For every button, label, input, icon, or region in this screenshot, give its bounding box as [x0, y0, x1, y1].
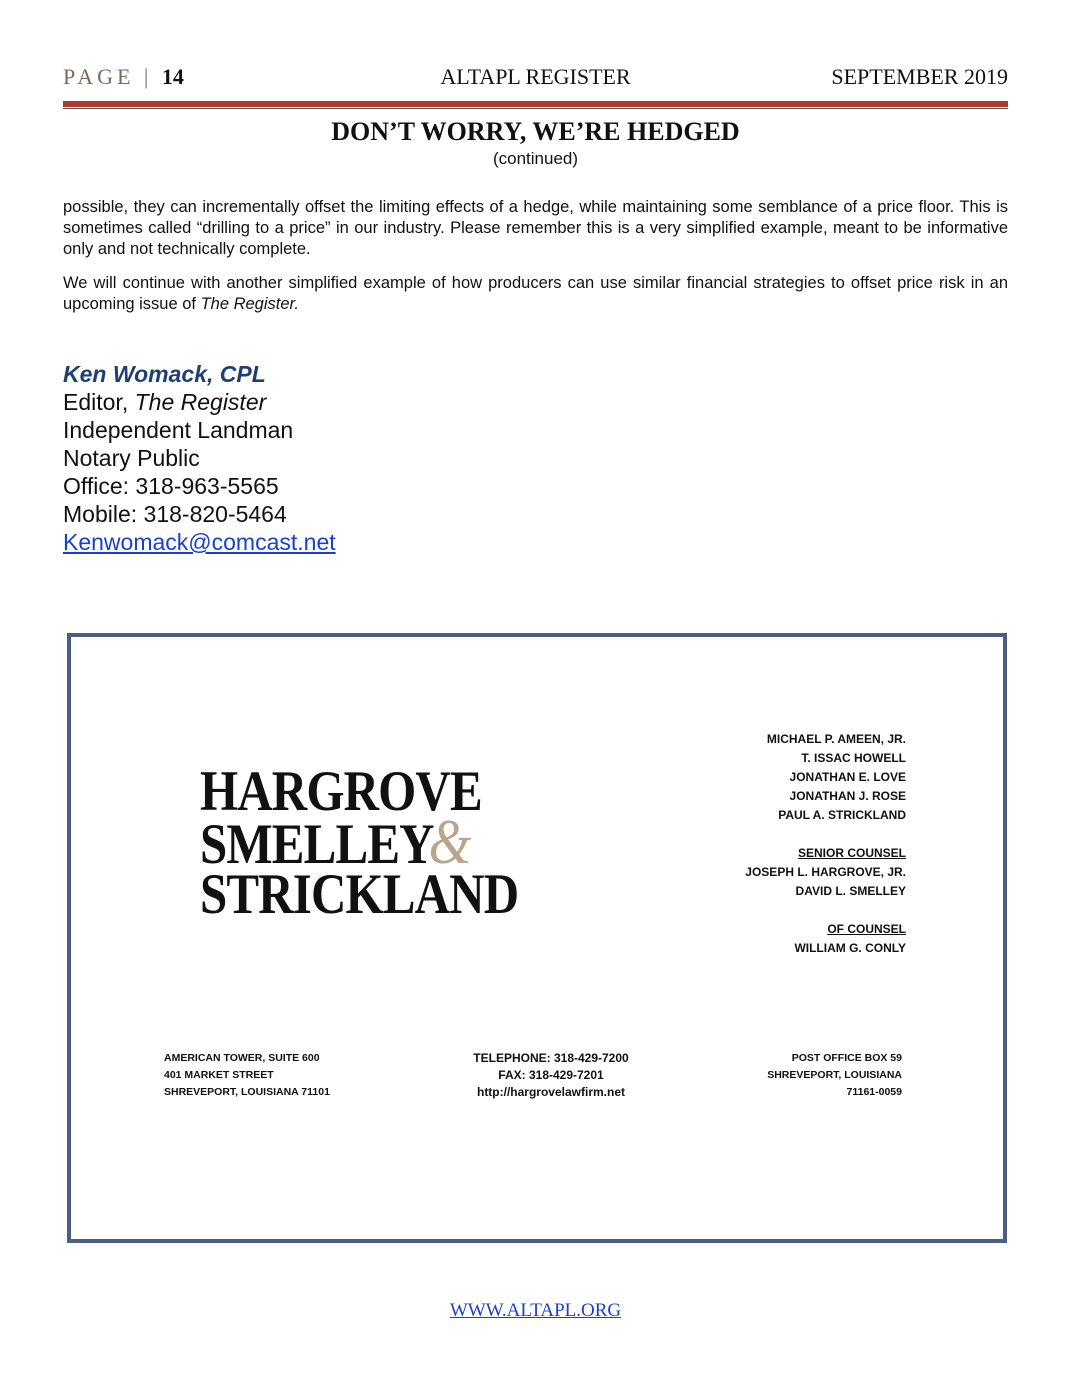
author-email-link[interactable]: Kenwomack@comcast.net: [63, 529, 336, 555]
author-name: Ken Womack, CPL: [63, 361, 266, 387]
author-notary: Notary Public: [63, 445, 200, 471]
article-subtitle: (continued): [492, 149, 579, 168]
page-header: [63, 64, 1008, 94]
author-signature: [63, 360, 336, 556]
paragraph-1: possible, they can incrementally offset the limiting effects of a hedge, while maintaining some semblance of a price floor. This is sometimes called “drilling to a price” in our industry. Please remember this is a very simplified example, meant to be informative only and not technically complete.: [63, 198, 1008, 258]
page-label: PAGE | 14: [63, 64, 184, 89]
author-title: Independent Landman: [63, 417, 294, 443]
firm-po-box: POST OFFICE BOX 59 SHREVEPORT, LOUISIANA 71161-0059: [767, 1052, 902, 1098]
article-title: DON’T WORRY, WE’RE HEDGED: [331, 117, 740, 146]
paragraph-2: We will continue with another simplified example of how producers can use similar financial strategies to offset price risk in an upcoming issue of The Register.: [63, 274, 1008, 313]
issue-date: SEPTEMBER 2019: [831, 64, 1008, 89]
page-number: 14: [161, 64, 184, 89]
website-link[interactable]: WWW.ALTAPL.ORG: [449, 1300, 622, 1321]
firm-address: AMERICAN TOWER, SUITE 600 401 MARKET STREET SHREVEPORT, LOUISIANA 71101: [164, 1052, 330, 1098]
partner-list: MICHAEL P. AMEEN, JR. T. ISSAC HOWELL JONATHAN E. LOVE JONATHAN J. ROSE PAUL A. STRICKLAND SENIOR COUNSEL JOSEPH L. HARGROVE, JR. DAVID L. SMELLEY OF COUNSEL WILLIAM G. CONLY: [745, 732, 906, 955]
author-mobile: Mobile: 318-820-5464: [63, 501, 287, 527]
law-firm-ad: [67, 633, 1007, 1243]
firm-logo: HARGROVE SMELLEY& STRICKLAND: [200, 760, 519, 926]
author-role: Editor, The Register: [63, 389, 267, 415]
of-counsel-heading: OF COUNSEL: [827, 922, 906, 936]
header-rule-thin: [63, 108, 1008, 109]
author-office: Office: 318-963-5565: [63, 473, 279, 499]
header-rule: [63, 101, 1008, 107]
publication-title: ALTAPL REGISTER: [440, 64, 631, 89]
senior-counsel-heading: SENIOR COUNSEL: [797, 846, 906, 860]
firm-contact: TELEPHONE: 318-429-7200 FAX: 318-429-7201 http://hargrovelawfirm.net: [473, 1051, 629, 1099]
